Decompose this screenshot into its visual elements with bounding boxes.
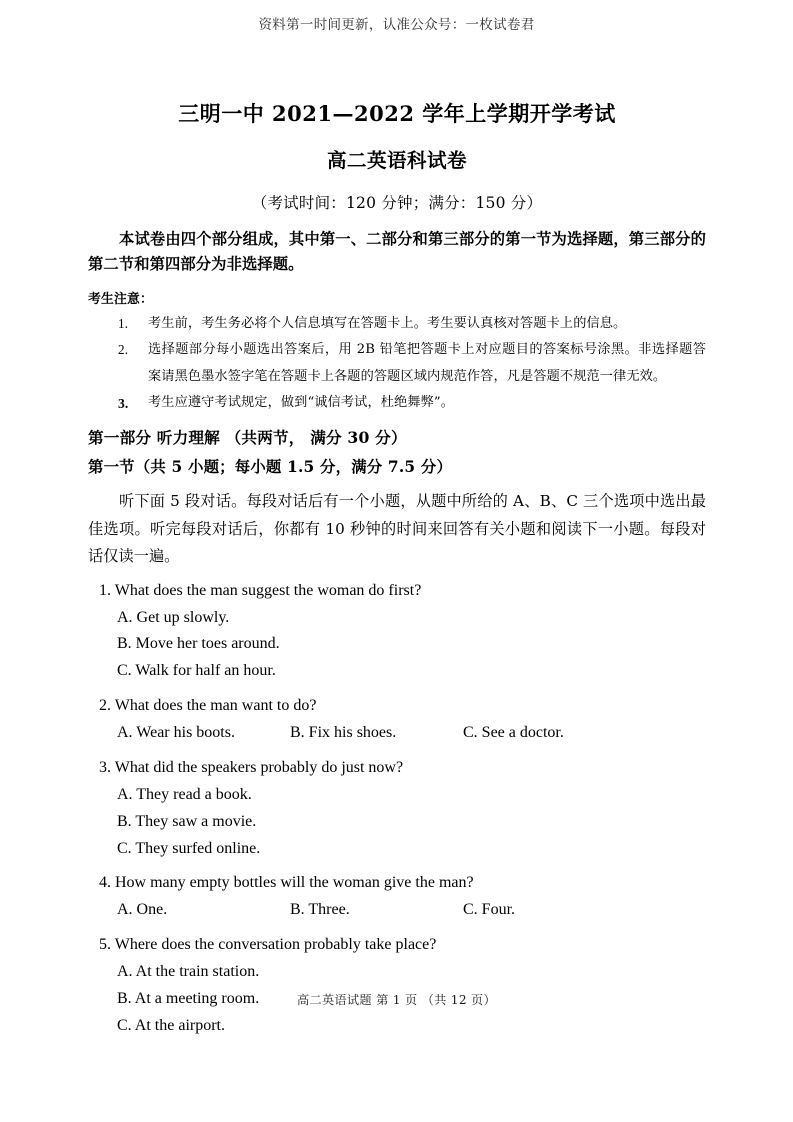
part-one-heading: 第一部分 听力理解 （共两节， 满分 30 分） [88, 428, 407, 448]
option-c[interactable]: C. They surfed online. [117, 839, 261, 857]
part-one-section-one-heading: 第一节（共 5 小题；每小题 1.5 分，满分 7.5 分） [88, 457, 453, 476]
option-list [88, 720, 706, 747]
question-block [88, 693, 706, 747]
option-b[interactable]: B. Move her toes around. [117, 635, 280, 653]
page-footer: 高二英语试题 第 1 页 （共 12 页） [296, 993, 497, 1007]
candidate-notice-list [88, 311, 706, 417]
option-a[interactable]: A. Get up slowly. [117, 608, 230, 626]
question-block [88, 870, 706, 924]
list-item-text: 考生应遵守考试规定，做到“诚信考试，杜绝舞弊”。 [148, 395, 455, 411]
option-a[interactable]: A. Wear his boots. [117, 724, 235, 741]
list-item-number: 1. [118, 315, 129, 331]
question-stem: 1. What does the man suggest the woman do first? [99, 581, 422, 599]
exam-structure-paragraph: 本试卷由四个部分组成，其中第一、二部分和第三部分的第一节为选择题，第三部分的第二节和第四部分为非选择题。 [88, 230, 706, 274]
option-c[interactable]: C. At the airport. [117, 1016, 225, 1034]
option-c[interactable]: C. See a doctor. [463, 724, 564, 741]
page-subtitle: 高二英语科试卷 [326, 149, 467, 173]
page-title: 三明一中 2021—2022 学年上学期开学考试 [178, 101, 616, 126]
option-a[interactable]: A. One. [117, 901, 168, 919]
option-list [88, 897, 706, 924]
question-stem: 2. What does the man want to do? [99, 697, 317, 715]
option-list [88, 782, 706, 863]
question-block [88, 578, 706, 686]
question-stem: 3. What did the speakers probably do just now? [99, 758, 404, 776]
option-b[interactable]: B. At a meeting room. [117, 989, 260, 1007]
list-item-text: 选择题部分每小题选出答案后，用 2B 铅笔把答题卡上对应题目的答案标号涂黑。非选择题答案请黑色墨水签字笔在答题卡上各题的答题区域内规范作答，凡是答题不规范一律无效。 [148, 342, 706, 384]
list-item [88, 311, 706, 337]
option-list [88, 605, 706, 686]
question-stem: 5. Where does the conversation probably take place? [99, 936, 437, 954]
list-item [88, 337, 706, 390]
question-block [88, 932, 706, 1040]
candidate-notice-title: 考生注意： [88, 291, 153, 307]
watermark-header: 资料第一时间更新，认准公众号：一枚试卷君 [258, 17, 535, 33]
list-item-number: 2. [118, 342, 129, 358]
document-content-column [88, 0, 706, 1040]
list-item-number: 3. [118, 396, 129, 412]
option-c[interactable]: C. Walk for half an hour. [117, 662, 276, 680]
option-c[interactable]: C. Four. [463, 901, 516, 919]
option-b[interactable]: B. Fix his shoes. [290, 724, 397, 741]
list-item [88, 390, 706, 416]
option-b[interactable]: B. They saw a movie. [117, 812, 257, 830]
option-b[interactable]: B. Three. [290, 901, 350, 919]
option-a[interactable]: A. At the train station. [117, 963, 260, 980]
option-a[interactable]: A. They read a book. [117, 785, 252, 803]
question-stem: 4. How many empty bottles will the woman give the man? [99, 874, 474, 892]
exam-info-line: （考试时间：120 分钟；满分：150 分） [251, 194, 543, 213]
listening-directions: 听下面 5 段对话。每段对话后有一个小题，从题中所给的 A、B、C 三个选项中选出最佳选项。听完每段对话后，你都有 10 秒钟的时间来回答有关小题和阅读下一小题。每段对话仅读一遍。 [88, 492, 706, 565]
question-block [88, 755, 706, 863]
list-item-text: 考生前，考生务必将个人信息填写在答题卡上。考生要认真核对答题卡上的信息。 [148, 315, 627, 331]
